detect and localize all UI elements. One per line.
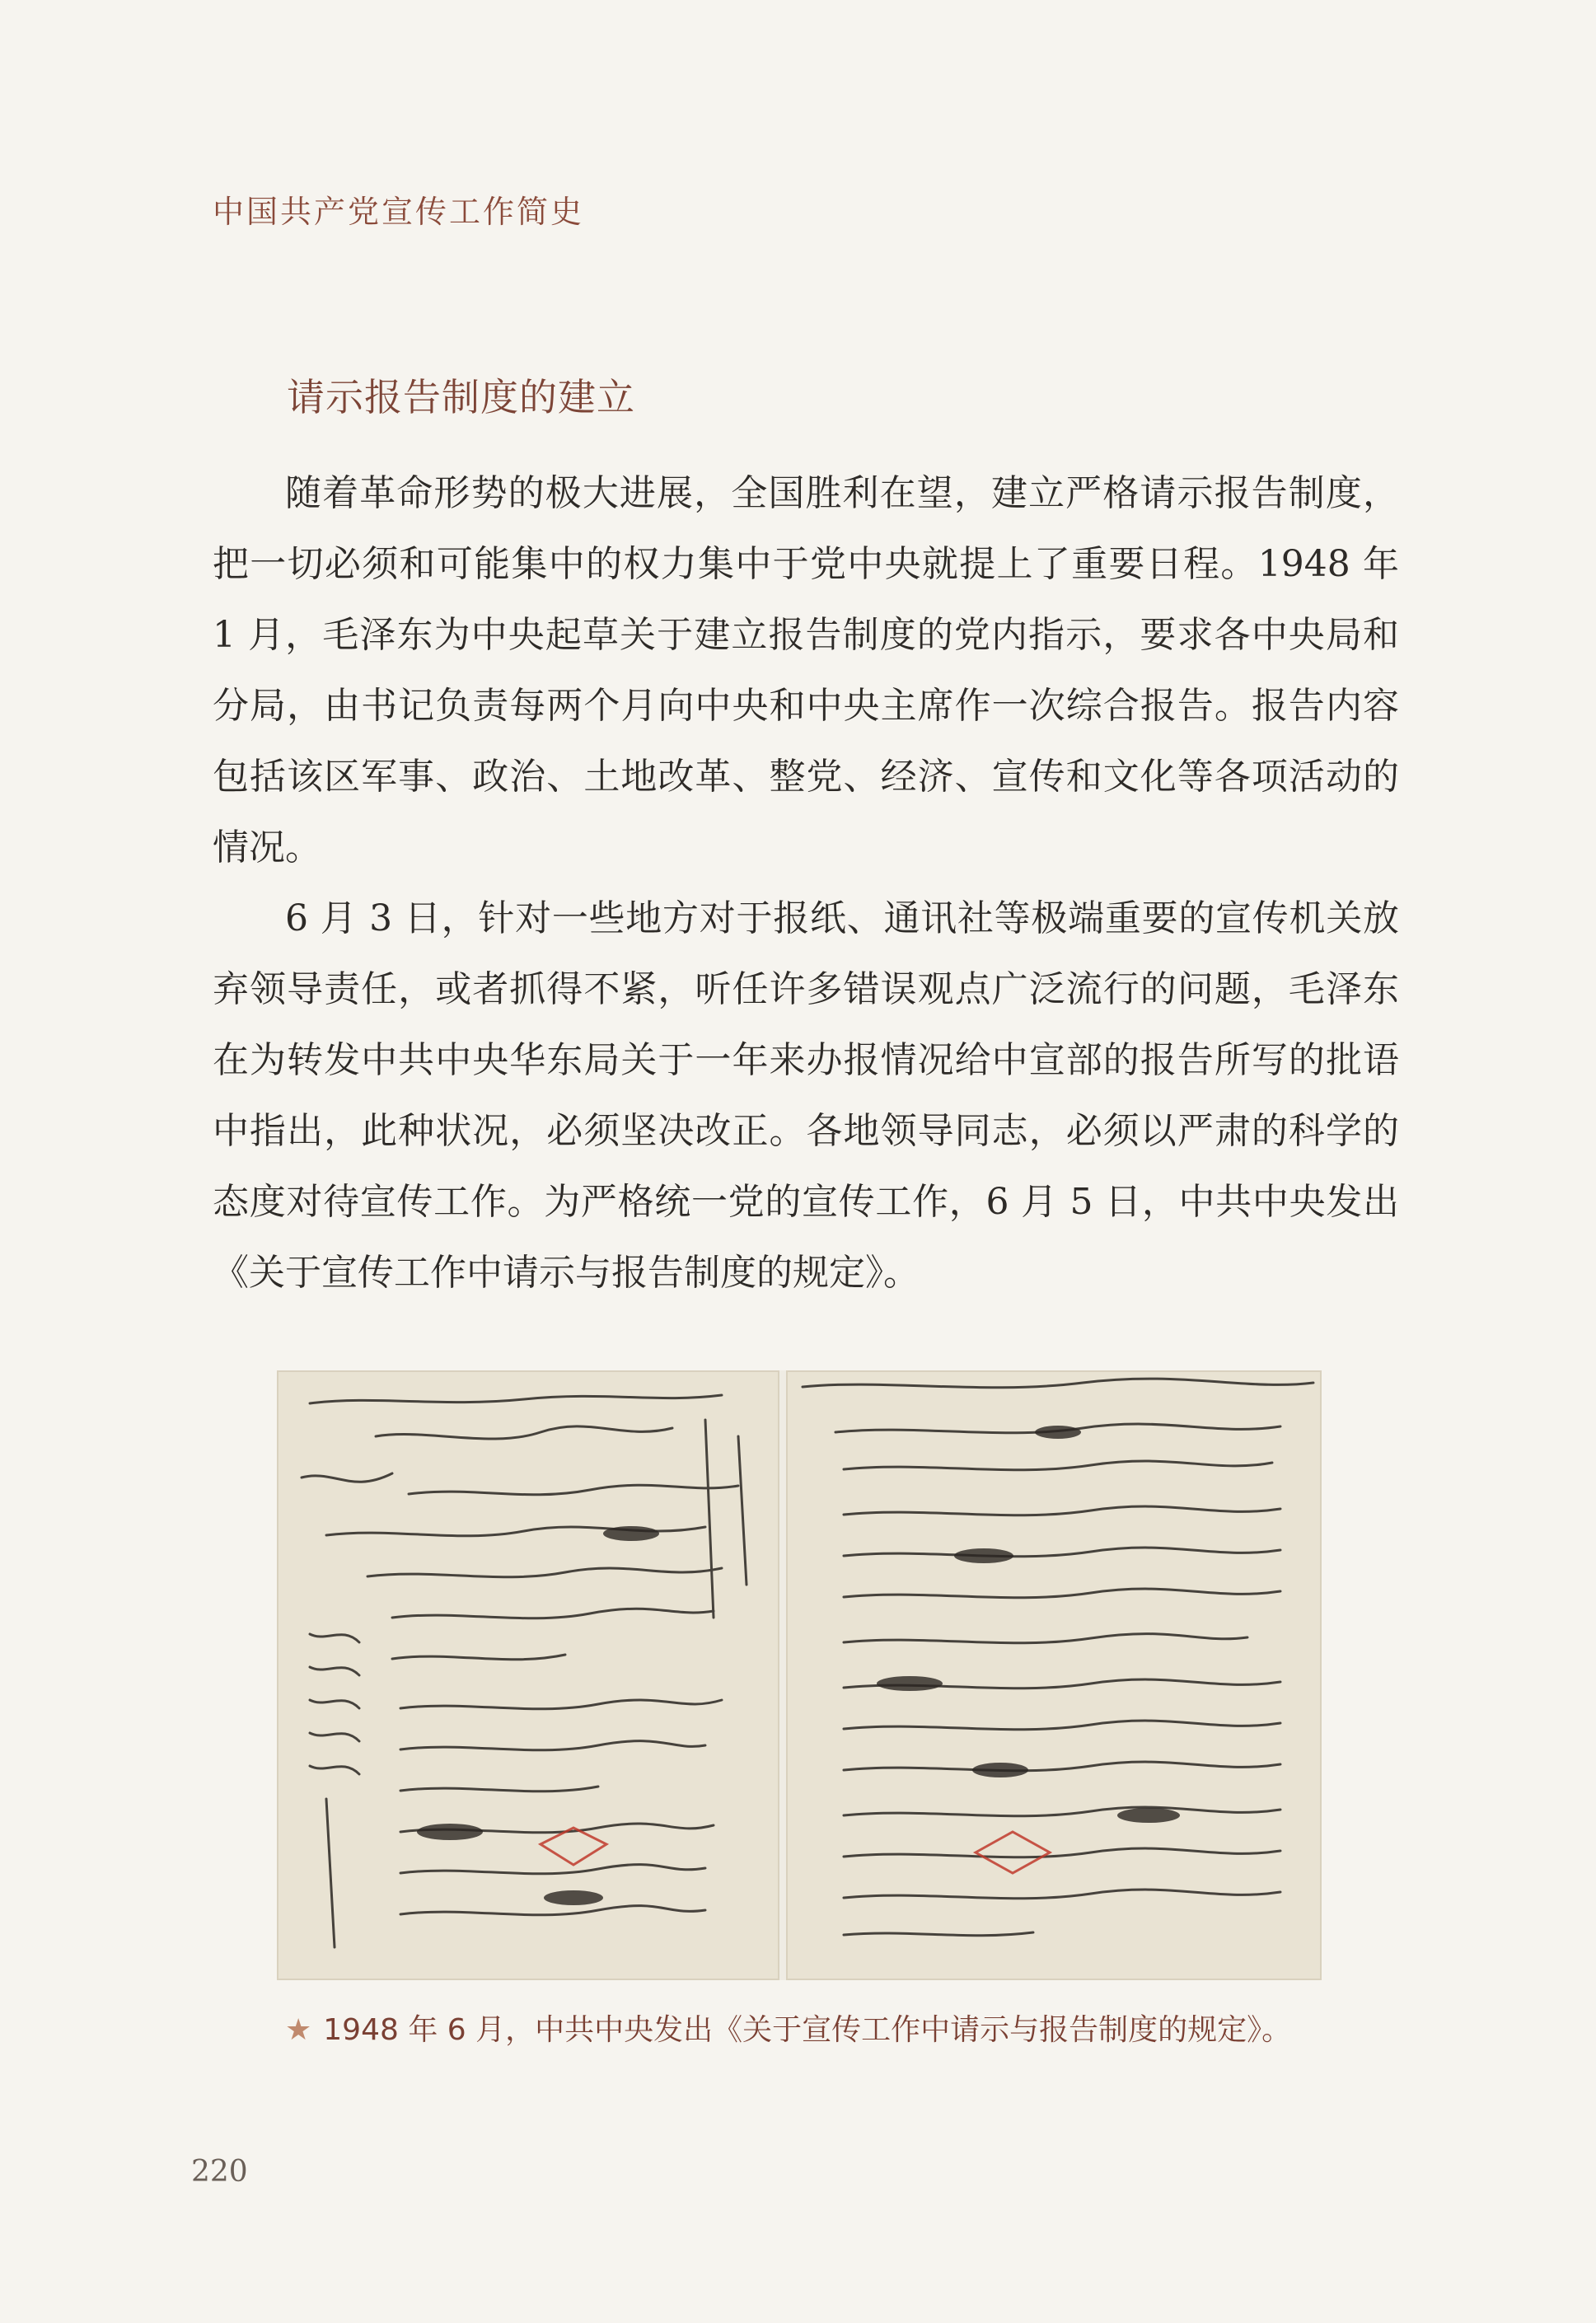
handwritten-draft-right-image: [786, 1370, 1322, 1980]
page-number: 220: [191, 2155, 248, 2189]
handwritten-draft-left-image: [277, 1370, 779, 1980]
running-header: 中国共产党宣传工作简史: [213, 194, 585, 230]
manuscript-figure: [277, 1370, 1322, 1980]
manuscript-page-left: [277, 1370, 779, 1980]
section-title: 请示报告制度的建立: [287, 375, 635, 419]
figure-caption: [285, 2007, 1397, 2049]
manuscript-page-right: [786, 1370, 1322, 1980]
body-text: [213, 458, 1399, 1309]
star-icon: ★: [285, 2013, 312, 2047]
figure-caption-text: 1948 年 6 月，中共中央发出《关于宣传工作中请示与报告制度的规定》。: [323, 2013, 1292, 2047]
paragraph-2: 6 月 3 日，针对一些地方对于报纸、通讯社等极端重要的宣传机关放弃领导责任，或者抓得不紧，听任许多错误观点广泛流行的问题，毛泽东在为转发中共中央华东局关于一年来办报情况给中宣部的报告所写的批语中指出，此种状况，必须坚决改正。各地领导同志，必须以严肃的科学的态度对待宣传工作。为严格统一党的宣传工作，6 月 5 日，中共中央发出《关于宣传工作中请示与报告制度的规定》。: [213, 897, 1399, 1294]
paragraph-1: 随着革命形势的极大进展，全国胜利在望，建立严格请示报告制度，把一切必须和可能集中的权力集中于党中央就提上了重要日程。1948 年 1 月，毛泽东为中央起草关于建立报告制度的党内指示，要求各中央局和分局，由书记负责每两个月向中央和中央主席作一次综合报告。报告内容包括该区军事、政治、土地改革、整党、经济、宣传和文化等各项活动的情况。: [213, 472, 1399, 869]
